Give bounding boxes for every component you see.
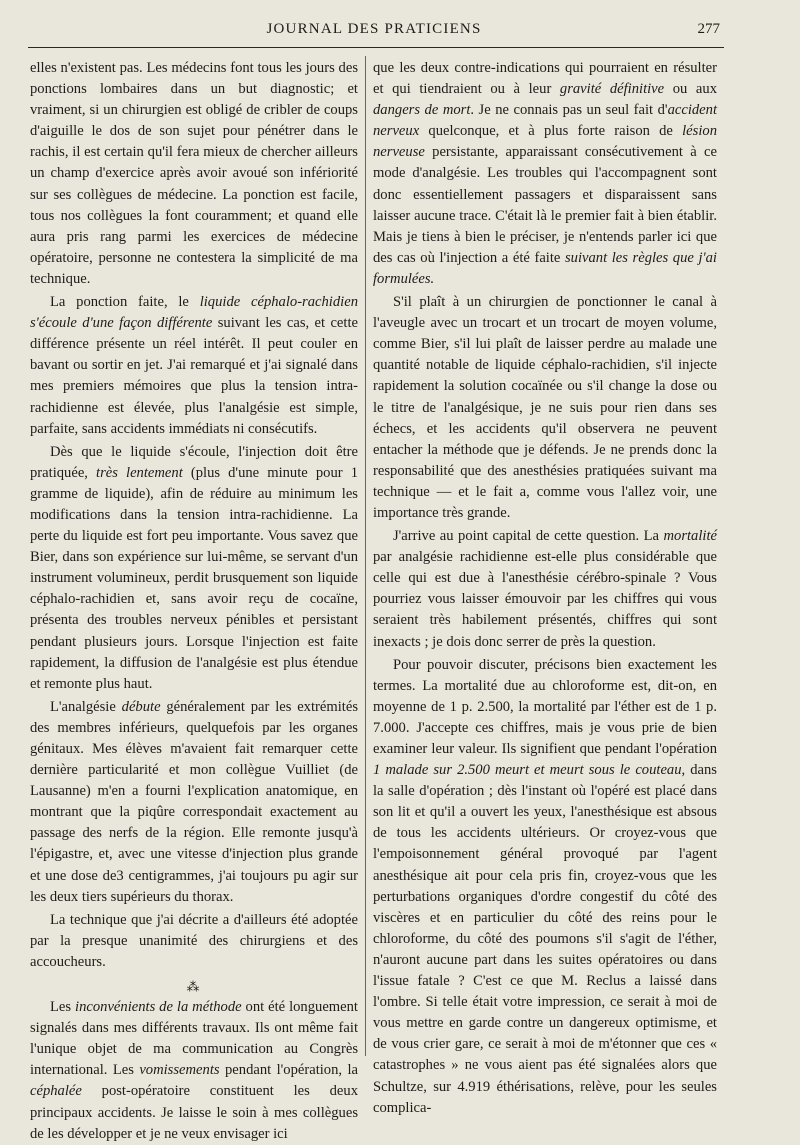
right-column: [373, 58, 717, 1119]
section-separator: ⁂: [186, 979, 202, 995]
paragraph: Dès que le liquide s'écoule, l'injection doit être pratiquée, très lentement (plus d'une minute pour 1 gramme de liquide), afin de réduire au minimum les modifications dans la tension intra-rachidienne. La perte du liquide est fort peu importante. Vous savez que Bier, dans son expérience sur lui-même, se servant d'un instrument volumineux, perdit brusquement son liquide céphalo-rachidien et, sans avoir reçu de cocaïne, présenta des troubles nerveux pénibles et persistant pendant plusieurs jours. Lorsque l'injection est faite rapidement, la diffusion de l'analgésie est plus étendue et remonte plus haut.: [30, 443, 358, 692]
paragraph: Les inconvénients de la méthode ont été longuement signalés dans mes différents travaux. Ils ont même fait l'unique objet de ma communication au Congrès international. Les vomissements pendant l'opération, la céphalée post-opératoire constituent les deux principaux accidents. Je laisse le soin à mes collègues de les développer et je ne veux envisager ici: [30, 999, 358, 1142]
left-column: [30, 58, 358, 1145]
header-rule: [28, 47, 724, 48]
paragraph: L'analgésie débute généralement par les extrémités des membres inférieurs, quelquefois par les organes génitaux. Mes élèves m'avaient fait remarquer cette dernière particularité et mon collègue Vuilliet (de Lausanne) m'en a fourni l'explication anatomique, en montrant que la piqûre correspondait exactement au passage des nerfs de la région. Elle remonte jusqu'à l'épigastre, et, avec une vitesse d'injection plus grande et une dose de3 centigrammes, j'ai toujours pu agir sur les deux tiers supérieurs du thorax.: [30, 698, 358, 905]
paragraph: elles n'existent pas. Les médecins font tous les jours des ponctions lombaires dans un but diagnostic; et vraiment, si un chirurgien est obligé de cribler de coups d'aiguille le dos de son sujet pour pénétrer dans le rachis, il est certain qu'il fera mieux de chercher ailleurs un champ d'exercice après avoir avoué son infériorité sur ses collègues de médecine. La ponction est facile, tous nos collègues la font couramment; et quand elle aura pris rang parmi les exercices de médecine opératoire, personne ne contestera la simplicité de ma technique.: [30, 60, 358, 287]
column-divider: [365, 56, 366, 1056]
paragraph: que les deux contre-indications qui pourraient en résulter et qui tiendraient ou à leur gravité définitive ou aux dangers de mort. Je ne connais pas un seul fait d'accident nerveux quelconque, et à plus forte raison de lésion nerveuse persistante, apparaissant consécutivement à ce mode d'analgésie. Les troubles qui l'accompagnent sont donc essentiellement passagers et disparaissent sans laisser aucune trace. C'était là le premier fait à bien établir. Mais je tiens à bien le préciser, je n'entends parler ici que des cas où l'injection a été faite suivant les règles que j'ai formulées.: [373, 60, 717, 287]
paragraph: S'il plaît à un chirurgien de ponctionner le canal à l'aveugle avec un trocart et un trocart de moyen volume, comme Bier, s'il lui plaît de laisser perdre au malade une quantité notable de liquide céphalo-rachidien, s'il injecte rapidement la solution cocaïnée ou s'il change la dose ou le titre de l'analgésique, je ne suis pour rien dans ses échecs, et les accidents qu'il observera ne peuvent entacher la méthode que je défends. Je ne prends donc la responsabilité que des anesthésies pratiquées suivant ma technique — et le fait a, comme vous l'allez voir, une importance très grande.: [373, 294, 717, 521]
paragraph: La ponction faite, le liquide céphalo-rachidien s'écoule d'une façon différente suivant les cas, et cette différence présente un réel intérêt. Il peut couler en bavant ou sortir en jet. J'ai remarqué et j'ai signalé dans mes premiers mémoires que plus la tension intra-rachidienne est élevée, plus l'analgésie est simple, parfaite, sans accidents immédiats ni consécutifs.: [30, 294, 359, 437]
page-header: [28, 20, 720, 44]
page-number: 277: [697, 21, 720, 37]
paragraph: Pour pouvoir discuter, précisons bien exactement les termes. La mortalité due au chloroforme est, dit-on, en moyenne de 1 p. 2.500, la mortalité par l'éther est de 1 p. 7.000. J'accepte ces chiffres, mais je vous prie de bien examiner leur valeur. Ils signifient que pendant l'opération 1 malade sur 2.500 meurt et meurt sous le couteau, dans la salle d'opération ; dès l'instant où l'opéré est placé dans son lit et qu'il a ouvert les yeux, l'anesthésique est absous de tous les accidents ultérieurs. Or croyez-vous que l'empoisonnement général provoqué par l'agent anesthésique ait pour cela pris fin, croyez-vous que les perturbations organiques d'ordre congestif du côté des viscères et en particulier du côté des reins pour le chloroforme, du côté des poumons s'il s'agit de l'éther, n'auront aucune part dans les suites opératoires ou dans l'issue fatale ? C'est ce que M. Reclus a laissé dans l'ombre. Si telle était votre impression, ce serait à moi de vous mettre en garde contre un dangereux optimisme, et de vous crier gare, ce serait à moi de m'étonner que ces « catastrophes » ne vous aient pas été signalées alors que Schultze, sur 4.919 éthérisations, relève, pour les seules complica-: [373, 656, 717, 1116]
journal-title: JOURNAL DES PRATICIENS: [266, 21, 482, 37]
paragraph: La technique que j'ai décrite a d'ailleurs été adoptée par la presque unanimité des chirurgiens et des accoucheurs.: [30, 911, 358, 970]
paragraph: J'arrive au point capital de cette question. La mortalité par analgésie rachidienne est-elle plus considérable que celle qui est due à l'anesthésie cérébro-spinale ? Vous pourriez vous laisser émouvoir par les chiffres qui vous seraient très habilement présentés, chiffres qui sont inexacts ; je dois donc serrer de près la question.: [373, 528, 717, 650]
